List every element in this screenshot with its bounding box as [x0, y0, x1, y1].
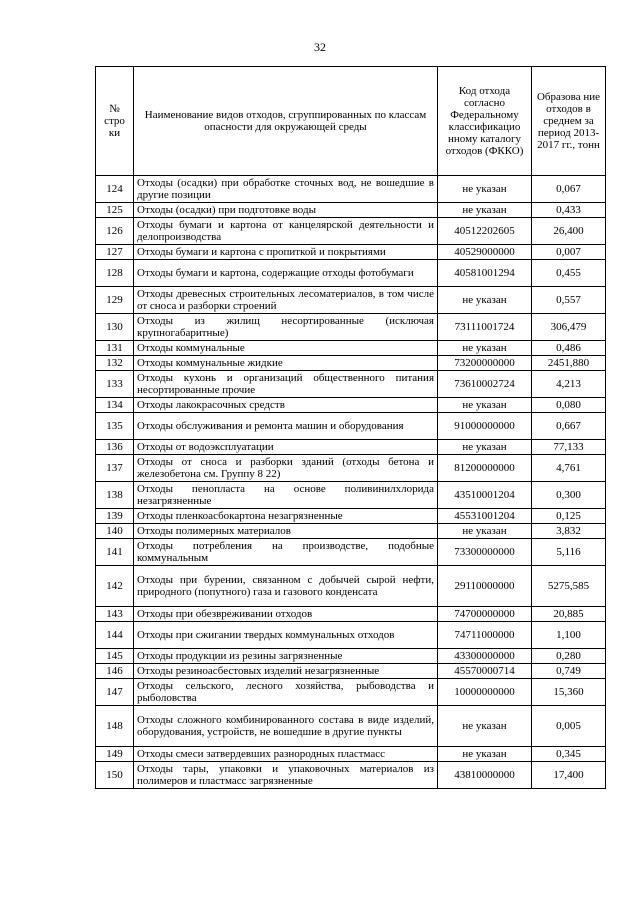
waste-amount: 0,486	[532, 341, 606, 356]
table-row	[96, 341, 606, 356]
row-number: 142	[96, 566, 134, 607]
row-number: 130	[96, 314, 134, 341]
waste-name: Отходы от водоэксплуатации	[134, 440, 438, 455]
fkko-code: не указан	[438, 440, 532, 455]
table-row	[96, 607, 606, 622]
table-row	[96, 747, 606, 762]
waste-name: Отходы обслуживания и ремонта машин и оборудования	[134, 413, 438, 440]
waste-amount: 0,667	[532, 413, 606, 440]
waste-amount: 17,400	[532, 762, 606, 789]
table-row	[96, 440, 606, 455]
table-row	[96, 509, 606, 524]
fkko-code: 73200000000	[438, 356, 532, 371]
fkko-code: не указан	[438, 398, 532, 413]
table-row	[96, 398, 606, 413]
table-row	[96, 314, 606, 341]
fkko-code: 81200000000	[438, 455, 532, 482]
fkko-code: 40529000000	[438, 245, 532, 260]
waste-name: Отходы коммунальные жидкие	[134, 356, 438, 371]
waste-name: Отходы потребления на производстве, подобные коммунальным	[134, 539, 438, 566]
fkko-code: не указан	[438, 176, 532, 203]
waste-amount: 5275,585	[532, 566, 606, 607]
fkko-code: не указан	[438, 203, 532, 218]
table-row	[96, 245, 606, 260]
row-number: 137	[96, 455, 134, 482]
table-body	[96, 176, 606, 789]
waste-amount: 306,479	[532, 314, 606, 341]
waste-name: Отходы бумаги и картона, содержащие отходы фотобумаги	[134, 260, 438, 287]
table-row	[96, 649, 606, 664]
fkko-code: 10000000000	[438, 679, 532, 706]
waste-amount: 4,213	[532, 371, 606, 398]
table-row	[96, 218, 606, 245]
fkko-code: 74711000000	[438, 622, 532, 649]
waste-table	[95, 66, 606, 789]
table-row	[96, 622, 606, 649]
row-number: 127	[96, 245, 134, 260]
table-row	[96, 524, 606, 539]
table-row	[96, 287, 606, 314]
table-row	[96, 706, 606, 747]
waste-name: Отходы лакокрасочных средств	[134, 398, 438, 413]
row-number: 149	[96, 747, 134, 762]
fkko-code: 73111001724	[438, 314, 532, 341]
waste-name: Отходы (осадки) при подготовке воды	[134, 203, 438, 218]
waste-amount: 0,300	[532, 482, 606, 509]
waste-name: Отходы смеси затвердевших разнородных пластмасс	[134, 747, 438, 762]
page-number: 32	[314, 40, 326, 54]
waste-amount: 0,433	[532, 203, 606, 218]
row-number: 143	[96, 607, 134, 622]
fkko-code: не указан	[438, 341, 532, 356]
table-row	[96, 455, 606, 482]
waste-name: Отходы кухонь и организаций общественного питания несортированные прочие	[134, 371, 438, 398]
waste-amount: 0,067	[532, 176, 606, 203]
waste-amount: 0,749	[532, 664, 606, 679]
table-row	[96, 356, 606, 371]
header-fkko-code: Код отхода согласно Федеральному классификацио нному каталогу отходов (ФККО)	[438, 67, 532, 176]
waste-name: Отходы древесных строительных лесоматериалов, в том числе от сноса и разборки строений	[134, 287, 438, 314]
fkko-code: не указан	[438, 287, 532, 314]
fkko-code: не указан	[438, 524, 532, 539]
fkko-code: 73610002724	[438, 371, 532, 398]
waste-name: Отходы продукции из резины загрязненные	[134, 649, 438, 664]
row-number: 132	[96, 356, 134, 371]
row-number: 150	[96, 762, 134, 789]
table-row	[96, 679, 606, 706]
table-header-row	[96, 67, 606, 176]
waste-amount: 15,360	[532, 679, 606, 706]
row-number: 129	[96, 287, 134, 314]
waste-amount: 0,080	[532, 398, 606, 413]
fkko-code: 45570000714	[438, 664, 532, 679]
row-number: 131	[96, 341, 134, 356]
waste-name: Отходы бумаги и картона от канцелярской деятельности и делопроизводства	[134, 218, 438, 245]
waste-name: Отходы пенопласта на основе поливинилхлорида незагрязненные	[134, 482, 438, 509]
fkko-code: не указан	[438, 706, 532, 747]
table-row	[96, 539, 606, 566]
waste-amount: 0,007	[532, 245, 606, 260]
fkko-code: 45531001204	[438, 509, 532, 524]
fkko-code: 74700000000	[438, 607, 532, 622]
waste-amount: 0,125	[532, 509, 606, 524]
row-number: 140	[96, 524, 134, 539]
fkko-code: 40512202605	[438, 218, 532, 245]
row-number: 144	[96, 622, 134, 649]
waste-amount: 2451,880	[532, 356, 606, 371]
waste-name: Отходы при бурении, связанном с добычей сырой нефти, природного (попутного) газа и газового конденсата	[134, 566, 438, 607]
row-number: 141	[96, 539, 134, 566]
table-row	[96, 176, 606, 203]
waste-name: Отходы сельского, лесного хозяйства, рыбоводства и рыболовства	[134, 679, 438, 706]
waste-name: Отходы при обезвреживании отходов	[134, 607, 438, 622]
row-number: 148	[96, 706, 134, 747]
waste-name: Отходы коммунальные	[134, 341, 438, 356]
header-row-number: № стро ки	[96, 67, 134, 176]
table-row	[96, 762, 606, 789]
waste-amount: 0,280	[532, 649, 606, 664]
waste-amount: 0,455	[532, 260, 606, 287]
row-number: 128	[96, 260, 134, 287]
waste-name: Отходы от сноса и разборки зданий (отходы бетона и железобетона см. Группу 8 22)	[134, 455, 438, 482]
waste-amount: 0,005	[532, 706, 606, 747]
row-number: 136	[96, 440, 134, 455]
row-number: 134	[96, 398, 134, 413]
table-row	[96, 260, 606, 287]
waste-amount: 3,832	[532, 524, 606, 539]
waste-amount: 4,761	[532, 455, 606, 482]
fkko-code: 43510001204	[438, 482, 532, 509]
table-row	[96, 203, 606, 218]
row-number: 147	[96, 679, 134, 706]
row-number: 135	[96, 413, 134, 440]
waste-amount: 0,345	[532, 747, 606, 762]
fkko-code: 40581001294	[438, 260, 532, 287]
fkko-code: 43300000000	[438, 649, 532, 664]
waste-amount: 5,116	[532, 539, 606, 566]
waste-name: Отходы пленкоасбокартона незагрязненные	[134, 509, 438, 524]
waste-name: Отходы (осадки) при обработке сточных вод, не вошедшие в другие позиции	[134, 176, 438, 203]
table-row	[96, 371, 606, 398]
waste-name: Отходы сложного комбинированного состава в виде изделий, оборудования, устройств, не вошедшие в другие пункты	[134, 706, 438, 747]
fkko-code: 29110000000	[438, 566, 532, 607]
table-row	[96, 566, 606, 607]
row-number: 146	[96, 664, 134, 679]
waste-name: Отходы бумаги и картона с пропиткой и покрытиями	[134, 245, 438, 260]
table-row	[96, 413, 606, 440]
waste-amount: 26,400	[532, 218, 606, 245]
header-waste-amount: Образова ние отходов в среднем за период 2013-2017 гг., тонн	[532, 67, 606, 176]
row-number: 138	[96, 482, 134, 509]
waste-amount: 0,557	[532, 287, 606, 314]
fkko-code: 73300000000	[438, 539, 532, 566]
waste-amount: 20,885	[532, 607, 606, 622]
row-number: 145	[96, 649, 134, 664]
row-number: 133	[96, 371, 134, 398]
row-number: 139	[96, 509, 134, 524]
waste-amount: 1,100	[532, 622, 606, 649]
fkko-code: 43810000000	[438, 762, 532, 789]
fkko-code: 91000000000	[438, 413, 532, 440]
fkko-code: не указан	[438, 747, 532, 762]
waste-name: Отходы тары, упаковки и упаковочных материалов из полимеров и пластмасс загрязненные	[134, 762, 438, 789]
header-waste-name: Наименование видов отходов, сгруппированных по классам опасности для окружающей среды	[134, 67, 438, 176]
waste-name: Отходы из жилищ несортированные (исключая крупногабаритные)	[134, 314, 438, 341]
waste-name: Отходы резиноасбестовых изделий незагрязненные	[134, 664, 438, 679]
waste-amount: 77,133	[532, 440, 606, 455]
table-row	[96, 664, 606, 679]
waste-name: Отходы при сжигании твердых коммунальных отходов	[134, 622, 438, 649]
waste-name: Отходы полимерных материалов	[134, 524, 438, 539]
row-number: 125	[96, 203, 134, 218]
row-number: 126	[96, 218, 134, 245]
table-row	[96, 482, 606, 509]
row-number: 124	[96, 176, 134, 203]
